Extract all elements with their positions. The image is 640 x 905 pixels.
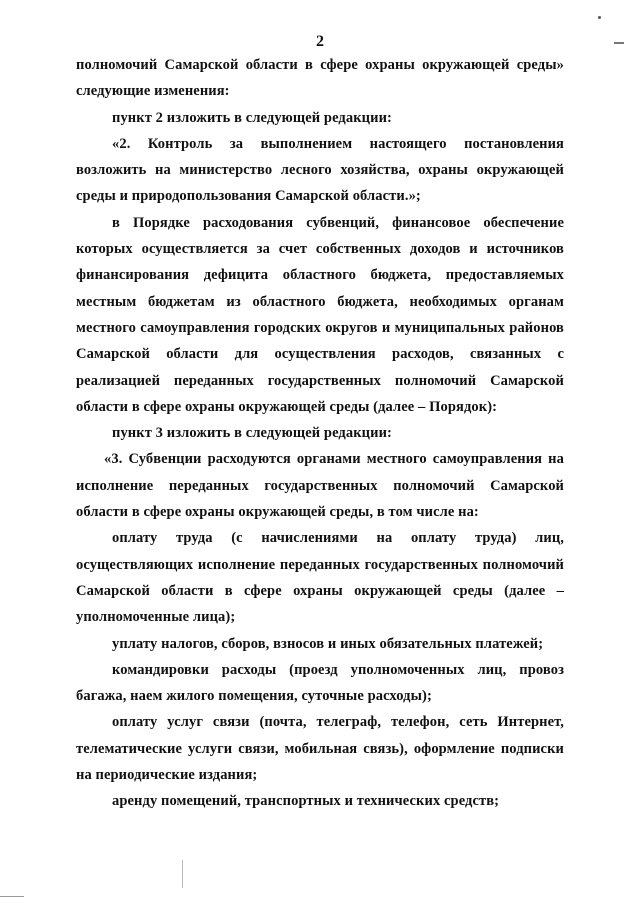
paragraph-item2-text: «2. Контроль за выполнением настоящего постановления возложить на министерство лесного хозяйства, охраны окружающей среды и природопользования Самарской области.»;: [76, 135, 564, 205]
scan-mark-vertical: [182, 860, 183, 888]
scan-dot: [598, 16, 601, 19]
scan-edge-line: [0, 896, 24, 897]
paragraph-intro: полномочий Самарской области в сфере охраны окружающей среды» следующие изменения:: [76, 57, 564, 100]
paragraph-taxes: уплату налогов, сборов, взносов и иных обязательных платежей;: [112, 635, 544, 652]
paragraph-labor: оплату труда (с начислениями на оплату труда) лиц, осуществляющих исполнение переданных государственных полномочий Самарской области в сфере охраны окружающей среды (далее – уполномоченные лица);: [76, 530, 564, 626]
page-number: 2: [316, 33, 324, 50]
paragraph-rent: аренду помещений, транспортных и технических средств;: [112, 793, 500, 810]
paragraph-procedure: в Порядке расходования субвенций, финансовое обеспечение которых осуществляется за счет собственных доходов и источников финансирования дефицита областного бюджета, предоставляемых местным бюджетам из областного бюджета, необходимых органам местного самоуправления городских округов и муниципальных районов Самарской области для осуществления расходов, связанных с реализацией переданных государственных полномочий Самарской области в сфере охраны окружающей среды (далее – Порядок):: [76, 214, 564, 415]
paragraph-item2-heading: пункт 2 изложить в следующей редакции:: [112, 109, 392, 126]
document-body: [76, 52, 564, 815]
paragraph-communications: оплату услуг связи (почта, телеграф, телефон, сеть Интернет, телематические услуги связи, мобильная связь), оформление подписки на периодические издания;: [76, 714, 564, 784]
paragraph-item3-text: «3. Субвенции расходуются органами местного самоуправления на исполнение переданных государственных полномочий Самарской области в сфере охраны окружающей среды, в том числе на:: [76, 451, 564, 521]
paragraph-item3-heading: пункт 3 изложить в следующей редакции:: [112, 425, 392, 442]
scan-mark: [614, 42, 624, 44]
paragraph-travel: командировки расходы (проезд уполномоченных лиц, провоз багажа, наем жилого помещения, суточные расходы);: [76, 661, 564, 705]
